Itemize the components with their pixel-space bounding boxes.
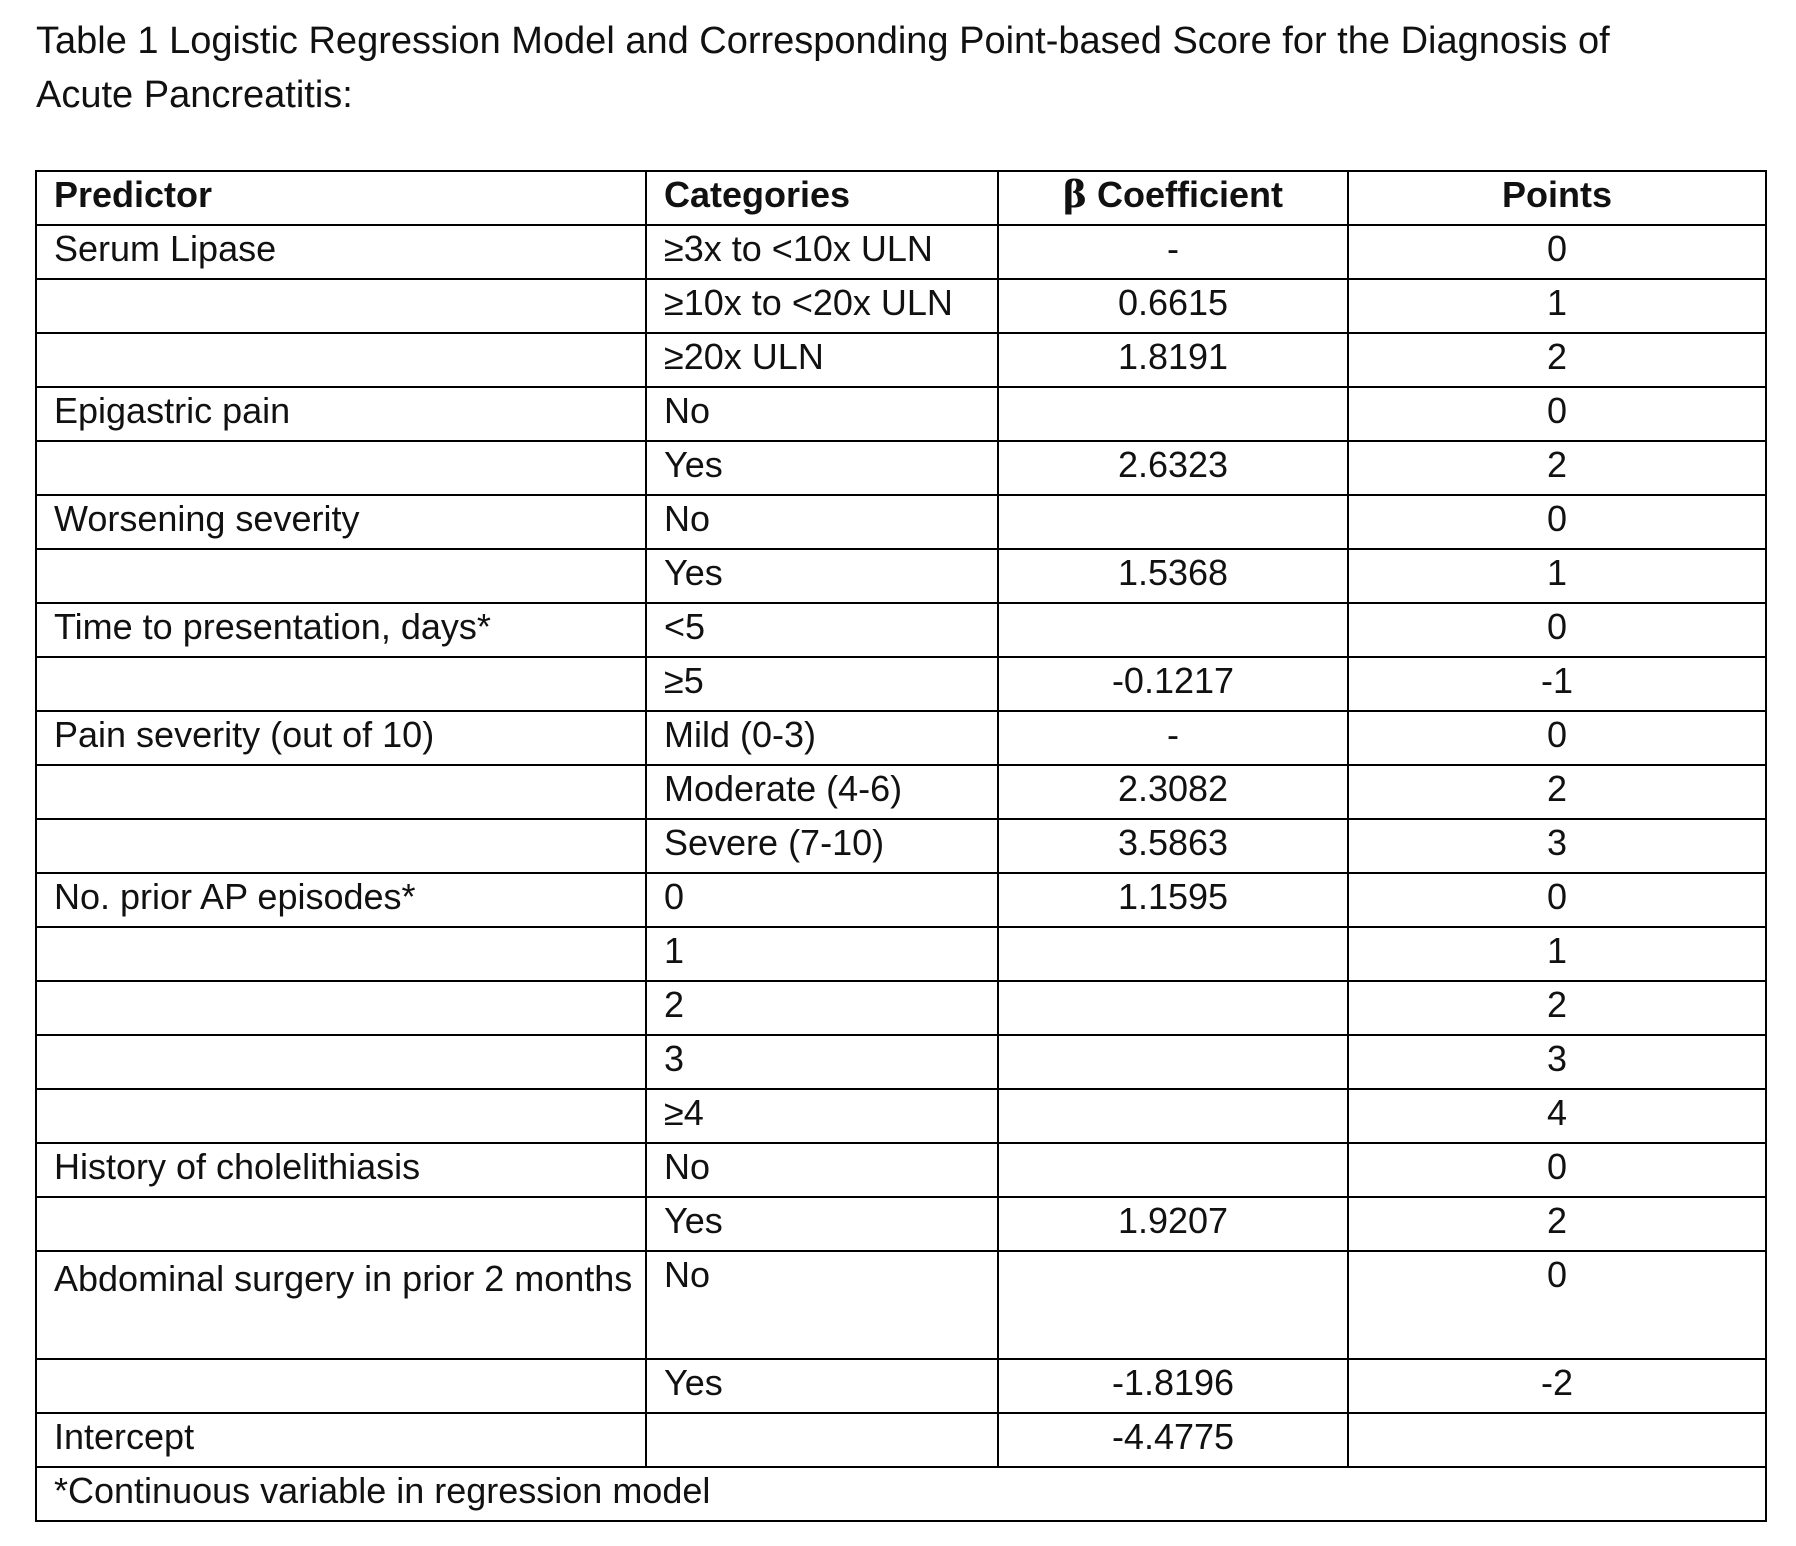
beta-symbol: β	[1063, 174, 1087, 216]
header-coefficient-label: Coefficient	[1096, 174, 1283, 215]
table-row	[36, 387, 1766, 441]
category-cell: Mild (0-3)	[646, 711, 998, 765]
points-cell: 2	[1348, 765, 1766, 819]
category-cell: ≥10x to <20x ULN	[646, 279, 998, 333]
category-cell: No	[646, 495, 998, 549]
table-row	[36, 1089, 1766, 1143]
points-cell: 0	[1348, 603, 1766, 657]
coefficient-cell	[998, 1143, 1348, 1197]
predictor-cell	[36, 1035, 646, 1089]
coefficient-cell	[998, 1089, 1348, 1143]
predictor-cell	[36, 1197, 646, 1251]
predictor-cell	[36, 927, 646, 981]
predictor-cell	[36, 1089, 646, 1143]
category-cell: No	[646, 387, 998, 441]
predictor-cell: Time to presentation, days*	[36, 603, 646, 657]
points-cell: 3	[1348, 1035, 1766, 1089]
coefficient-cell	[998, 495, 1348, 549]
coefficient-cell: -	[998, 711, 1348, 765]
coefficient-cell	[998, 927, 1348, 981]
footnote-row	[36, 1467, 1766, 1521]
predictor-cell	[36, 819, 646, 873]
predictor-cell	[36, 1359, 646, 1413]
category-cell: Yes	[646, 1359, 998, 1413]
category-cell: Yes	[646, 1197, 998, 1251]
predictor-cell: No. prior AP episodes*	[36, 873, 646, 927]
coefficient-cell	[998, 1035, 1348, 1089]
category-cell: Yes	[646, 441, 998, 495]
table-row	[36, 333, 1766, 387]
table-row	[36, 981, 1766, 1035]
title-line-2: Acute Pancreatitis:	[36, 74, 353, 116]
table-title	[36, 14, 1736, 122]
header-categories: Categories	[646, 171, 998, 225]
table-row	[36, 549, 1766, 603]
predictor-cell: History of cholelithiasis	[36, 1143, 646, 1197]
coefficient-cell: -1.8196	[998, 1359, 1348, 1413]
predictor-cell: Worsening severity	[36, 495, 646, 549]
coefficient-cell: -4.4775	[998, 1413, 1348, 1467]
table-row	[36, 1251, 1766, 1359]
coefficient-cell: 1.8191	[998, 333, 1348, 387]
category-cell: 0	[646, 873, 998, 927]
header-points: Points	[1348, 171, 1766, 225]
coefficient-cell: 1.1595	[998, 873, 1348, 927]
category-cell	[646, 1413, 998, 1467]
footnote: *Continuous variable in regression model	[36, 1467, 1766, 1521]
coefficient-cell	[998, 1251, 1348, 1359]
table-row	[36, 711, 1766, 765]
points-cell: 0	[1348, 711, 1766, 765]
table-row	[36, 819, 1766, 873]
points-cell: 0	[1348, 1143, 1766, 1197]
category-cell: Severe (7-10)	[646, 819, 998, 873]
table-row	[36, 1359, 1766, 1413]
table-row	[36, 279, 1766, 333]
table-row	[36, 603, 1766, 657]
coefficient-cell: 1.5368	[998, 549, 1348, 603]
points-cell: 0	[1348, 225, 1766, 279]
category-cell: 1	[646, 927, 998, 981]
coefficient-cell: 1.9207	[998, 1197, 1348, 1251]
table-row	[36, 765, 1766, 819]
points-cell: 2	[1348, 441, 1766, 495]
predictor-cell	[36, 549, 646, 603]
points-cell: 0	[1348, 387, 1766, 441]
points-cell: 4	[1348, 1089, 1766, 1143]
header-predictor: Predictor	[36, 171, 646, 225]
points-cell: 2	[1348, 981, 1766, 1035]
category-cell: ≥3x to <10x ULN	[646, 225, 998, 279]
predictor-cell	[36, 279, 646, 333]
category-cell: 2	[646, 981, 998, 1035]
category-cell: No	[646, 1251, 998, 1359]
coefficient-cell: -	[998, 225, 1348, 279]
table-row	[36, 1413, 1766, 1467]
points-cell: -2	[1348, 1359, 1766, 1413]
points-cell: 0	[1348, 873, 1766, 927]
predictor-cell: Abdominal surgery in prior 2 months	[36, 1251, 646, 1359]
predictor-cell	[36, 765, 646, 819]
category-cell: <5	[646, 603, 998, 657]
points-cell	[1348, 1413, 1766, 1467]
predictor-cell	[36, 441, 646, 495]
table-row	[36, 873, 1766, 927]
coefficient-cell: 2.6323	[998, 441, 1348, 495]
category-cell: ≥20x ULN	[646, 333, 998, 387]
coefficient-cell: 3.5863	[998, 819, 1348, 873]
predictor-cell: Intercept	[36, 1413, 646, 1467]
table-row	[36, 1035, 1766, 1089]
points-cell: 0	[1348, 1251, 1766, 1359]
predictor-cell: Serum Lipase	[36, 225, 646, 279]
points-cell: 3	[1348, 819, 1766, 873]
coefficient-cell: 2.3082	[998, 765, 1348, 819]
coefficient-cell: -0.1217	[998, 657, 1348, 711]
title-line-1: Table 1 Logistic Regression Model and Corresponding Point-based Score for the Diagnosis of	[36, 20, 1610, 62]
predictor-cell	[36, 333, 646, 387]
header-row	[36, 171, 1766, 225]
predictor-cell	[36, 657, 646, 711]
points-cell: 2	[1348, 1197, 1766, 1251]
category-cell: No	[646, 1143, 998, 1197]
table-row	[36, 657, 1766, 711]
category-cell: ≥5	[646, 657, 998, 711]
table-row	[36, 927, 1766, 981]
table-container	[35, 170, 1765, 1522]
table-body	[36, 225, 1766, 1467]
table-row	[36, 441, 1766, 495]
points-cell: 0	[1348, 495, 1766, 549]
category-cell: ≥4	[646, 1089, 998, 1143]
points-cell: 2	[1348, 333, 1766, 387]
coefficient-cell	[998, 387, 1348, 441]
table-row	[36, 225, 1766, 279]
predictor-cell: Pain severity (out of 10)	[36, 711, 646, 765]
coefficient-cell	[998, 603, 1348, 657]
points-cell: 1	[1348, 549, 1766, 603]
points-cell: 1	[1348, 279, 1766, 333]
category-cell: 3	[646, 1035, 998, 1089]
points-cell: 1	[1348, 927, 1766, 981]
coefficient-cell	[998, 981, 1348, 1035]
table-row	[36, 1143, 1766, 1197]
predictor-cell: Epigastric pain	[36, 387, 646, 441]
table-row	[36, 1197, 1766, 1251]
predictor-cell	[36, 981, 646, 1035]
category-cell: Yes	[646, 549, 998, 603]
regression-table	[35, 170, 1767, 1522]
category-cell: Moderate (4-6)	[646, 765, 998, 819]
header-coefficient	[998, 171, 1348, 225]
points-cell: -1	[1348, 657, 1766, 711]
table-row	[36, 495, 1766, 549]
coefficient-cell: 0.6615	[998, 279, 1348, 333]
